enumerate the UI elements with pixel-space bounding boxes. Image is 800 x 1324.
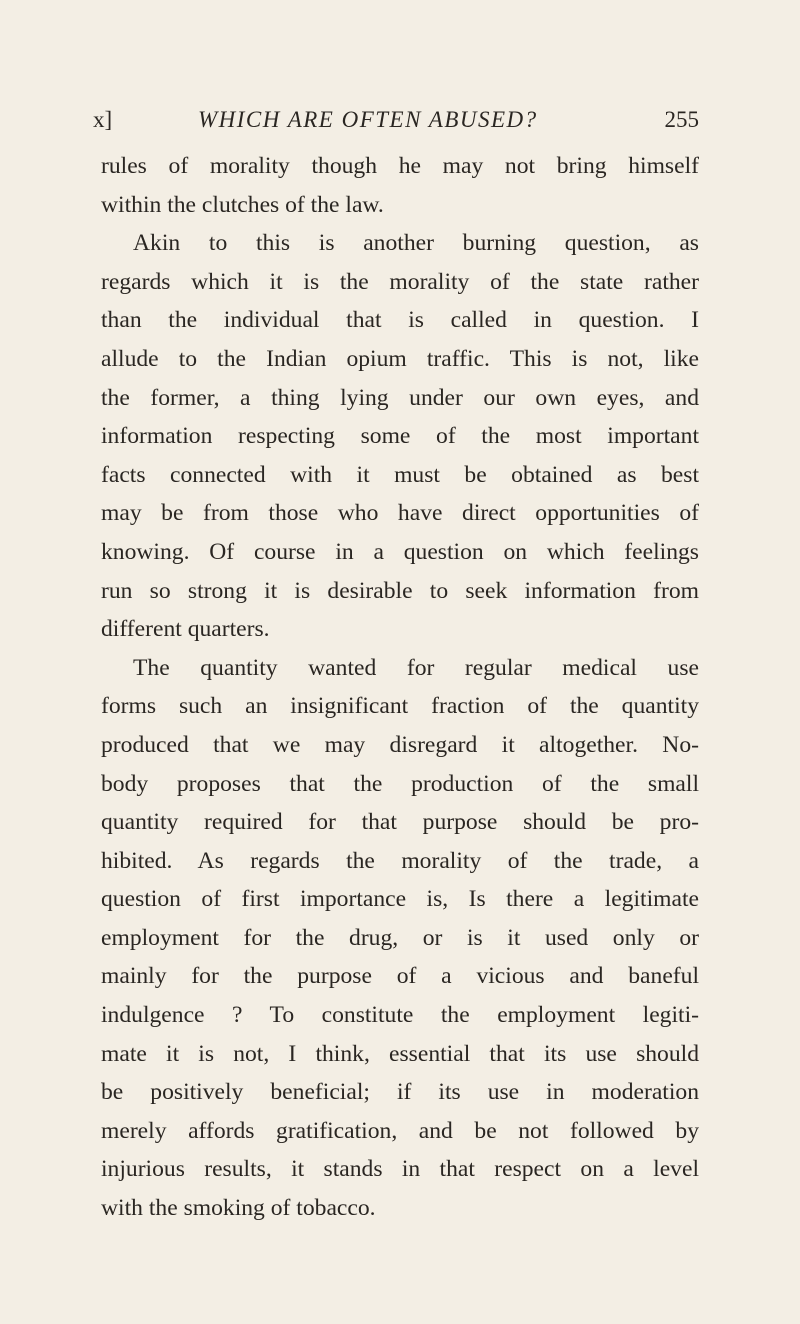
text-line: allude to the Indian opium traffic. This is not, like [101,345,699,372]
text-line: indulgence ? To constitute the employment legiti- [101,1002,699,1029]
text-line: produced that we may disregard it altogether. No- [101,731,699,758]
text-line: mate it is not, I think, essential that its use should [101,1040,699,1067]
text-line: facts connected with it must be obtained as best [101,461,699,488]
running-title: WHICH ARE OFTEN ABUSED? [198,107,538,132]
text-line: rules of morality though he may not bring himself [101,153,699,179]
running-head [93,103,699,137]
text-line: merely affords gratification, and be not followed by [101,1117,699,1144]
text-line: body proposes that the production of the small [101,770,699,797]
text-line: within the clutches of the law. [101,191,384,218]
text-line: the former, a thing lying under our own eyes, and [101,384,699,411]
text-line: quantity required for that purpose should be pro- [101,809,699,836]
text-line: than the individual that is called in question. I [101,307,699,334]
text-line: forms such an insignificant fraction of the quantity [101,693,699,720]
text-line: information respecting some of the most important [101,423,699,450]
text-line: be positively beneficial; if its use in moderation [101,1079,699,1106]
text-line: question of first importance is, Is there a legitimate [101,886,699,913]
page-number: 255 [664,107,699,132]
text-line: hibited. As regards the morality of the trade, a [101,847,699,874]
text-line: regards which it is the morality of the state rather [101,268,699,295]
text-line: The quantity wanted for regular medical use [133,654,699,681]
text-line: different quarters. [101,616,270,643]
text-line: employment for the drug, or is it used only or [101,924,699,951]
text-line: injurious results, it stands in that respect on a level [101,1156,699,1183]
text-line: run so strong it is desirable to seek information from [101,577,699,604]
body-text [101,147,699,1228]
text-line: Akin to this is another burning question, as [133,230,699,257]
text-line: with the smoking of tobacco. [101,1195,376,1222]
text-line: mainly for the purpose of a vicious and baneful [101,963,699,990]
text-line: knowing. Of course in a question on which feelings [101,538,699,565]
text-line: may be from those who have direct opportunities of [101,500,699,527]
chapter-reference: x] [93,107,113,132]
